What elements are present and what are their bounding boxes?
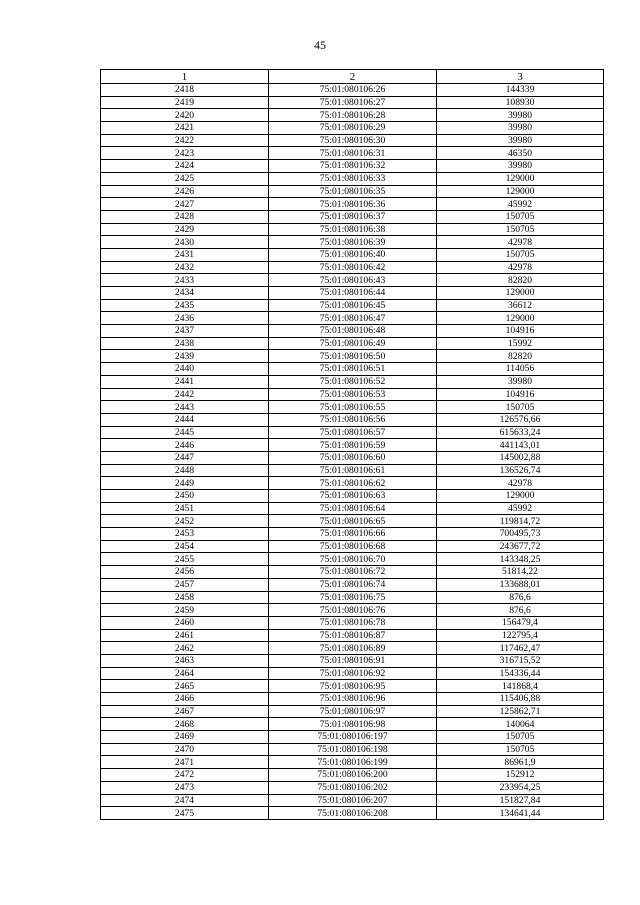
cadastral-number-cell: 75:01:080106:198 <box>269 743 437 756</box>
table-row <box>101 502 604 515</box>
cadastral-number-cell: 75:01:080106:64 <box>269 502 437 515</box>
table-row <box>101 96 604 109</box>
column-header-1: 1 <box>101 70 269 84</box>
value-cell: 82820 <box>437 274 604 287</box>
value-cell: 39980 <box>437 122 604 135</box>
value-cell: 876,6 <box>437 604 604 617</box>
row-number-cell: 2464 <box>101 667 269 680</box>
table-row <box>101 490 604 503</box>
table-row <box>101 807 604 820</box>
table-row <box>101 718 604 731</box>
value-cell: 104916 <box>437 388 604 401</box>
row-number-cell: 2453 <box>101 528 269 541</box>
cadastral-number-cell: 75:01:080106:98 <box>269 718 437 731</box>
value-cell: 145002,88 <box>437 451 604 464</box>
value-cell: 45992 <box>437 198 604 211</box>
table-row <box>101 705 604 718</box>
table-row <box>101 261 604 274</box>
table-row <box>101 553 604 566</box>
table-row <box>101 693 604 706</box>
value-cell: 129000 <box>437 287 604 300</box>
row-number-cell: 2442 <box>101 388 269 401</box>
value-cell: 117462,47 <box>437 642 604 655</box>
value-cell: 141868,4 <box>437 680 604 693</box>
row-number-cell: 2470 <box>101 743 269 756</box>
table-row <box>101 248 604 261</box>
value-cell: 441143,01 <box>437 439 604 452</box>
row-number-cell: 2460 <box>101 616 269 629</box>
row-number-cell: 2472 <box>101 769 269 782</box>
row-number-cell: 2427 <box>101 198 269 211</box>
value-cell: 615633,24 <box>437 426 604 439</box>
table-row <box>101 528 604 541</box>
row-number-cell: 2448 <box>101 464 269 477</box>
row-number-cell: 2432 <box>101 261 269 274</box>
row-number-cell: 2457 <box>101 578 269 591</box>
cadastral-number-cell: 75:01:080106:43 <box>269 274 437 287</box>
table-row <box>101 134 604 147</box>
row-number-cell: 2475 <box>101 807 269 820</box>
value-cell: 150705 <box>437 248 604 261</box>
row-number-cell: 2471 <box>101 756 269 769</box>
value-cell: 108930 <box>437 96 604 109</box>
cadastral-number-cell: 75:01:080106:30 <box>269 134 437 147</box>
table-row <box>101 401 604 414</box>
table-row <box>101 604 604 617</box>
value-cell: 129000 <box>437 172 604 185</box>
cadastral-number-cell: 75:01:080106:37 <box>269 210 437 223</box>
value-cell: 86961,9 <box>437 756 604 769</box>
cadastral-number-cell: 75:01:080106:70 <box>269 553 437 566</box>
data-table <box>100 69 604 820</box>
row-number-cell: 2454 <box>101 540 269 553</box>
table-row <box>101 756 604 769</box>
cadastral-number-cell: 75:01:080106:78 <box>269 616 437 629</box>
row-number-cell: 2446 <box>101 439 269 452</box>
row-number-cell: 2430 <box>101 236 269 249</box>
table-row <box>101 185 604 198</box>
value-cell: 46350 <box>437 147 604 160</box>
row-number-cell: 2447 <box>101 451 269 464</box>
value-cell: 125862,71 <box>437 705 604 718</box>
table-row <box>101 160 604 173</box>
value-cell: 39980 <box>437 109 604 122</box>
table-row <box>101 667 604 680</box>
cadastral-number-cell: 75:01:080106:72 <box>269 566 437 579</box>
cadastral-number-cell: 75:01:080106:52 <box>269 375 437 388</box>
value-cell: 126576,66 <box>437 413 604 426</box>
cadastral-number-cell: 75:01:080106:202 <box>269 781 437 794</box>
value-cell: 122795,4 <box>437 629 604 642</box>
table-row <box>101 439 604 452</box>
cadastral-number-cell: 75:01:080106:38 <box>269 223 437 236</box>
cadastral-number-cell: 75:01:080106:50 <box>269 350 437 363</box>
cadastral-number-cell: 75:01:080106:33 <box>269 172 437 185</box>
value-cell: 129000 <box>437 312 604 325</box>
value-cell: 104916 <box>437 325 604 338</box>
row-number-cell: 2428 <box>101 210 269 223</box>
cadastral-number-cell: 75:01:080106:199 <box>269 756 437 769</box>
value-cell: 82820 <box>437 350 604 363</box>
cadastral-number-cell: 75:01:080106:68 <box>269 540 437 553</box>
cadastral-number-cell: 75:01:080106:28 <box>269 109 437 122</box>
row-number-cell: 2467 <box>101 705 269 718</box>
cadastral-number-cell: 75:01:080106:56 <box>269 413 437 426</box>
row-number-cell: 2431 <box>101 248 269 261</box>
cadastral-number-cell: 75:01:080106:47 <box>269 312 437 325</box>
row-number-cell: 2474 <box>101 794 269 807</box>
row-number-cell: 2449 <box>101 477 269 490</box>
cadastral-number-cell: 75:01:080106:95 <box>269 680 437 693</box>
value-cell: 39980 <box>437 134 604 147</box>
row-number-cell: 2461 <box>101 629 269 642</box>
table-row <box>101 578 604 591</box>
table-row <box>101 769 604 782</box>
cadastral-number-cell: 75:01:080106:31 <box>269 147 437 160</box>
row-number-cell: 2462 <box>101 642 269 655</box>
cadastral-number-cell: 75:01:080106:51 <box>269 363 437 376</box>
table-row <box>101 451 604 464</box>
row-number-cell: 2421 <box>101 122 269 135</box>
table-row <box>101 325 604 338</box>
cadastral-number-cell: 75:01:080106:65 <box>269 515 437 528</box>
table-row <box>101 642 604 655</box>
cadastral-number-cell: 75:01:080106:89 <box>269 642 437 655</box>
value-cell: 136526,74 <box>437 464 604 477</box>
cadastral-number-cell: 75:01:080106:74 <box>269 578 437 591</box>
table-row <box>101 540 604 553</box>
cadastral-number-cell: 75:01:080106:200 <box>269 769 437 782</box>
value-cell: 150705 <box>437 210 604 223</box>
row-number-cell: 2458 <box>101 591 269 604</box>
row-number-cell: 2445 <box>101 426 269 439</box>
row-number-cell: 2437 <box>101 325 269 338</box>
table-row <box>101 388 604 401</box>
cadastral-number-cell: 75:01:080106:208 <box>269 807 437 820</box>
row-number-cell: 2436 <box>101 312 269 325</box>
row-number-cell: 2463 <box>101 654 269 667</box>
row-number-cell: 2429 <box>101 223 269 236</box>
cadastral-number-cell: 75:01:080106:75 <box>269 591 437 604</box>
value-cell: 154336,44 <box>437 667 604 680</box>
value-cell: 115406,88 <box>437 693 604 706</box>
table-row <box>101 299 604 312</box>
table-row <box>101 413 604 426</box>
value-cell: 129000 <box>437 185 604 198</box>
table-row <box>101 172 604 185</box>
table-row <box>101 794 604 807</box>
column-header-2: 2 <box>269 70 437 84</box>
cadastral-number-cell: 75:01:080106:92 <box>269 667 437 680</box>
value-cell: 42978 <box>437 236 604 249</box>
cadastral-number-cell: 75:01:080106:45 <box>269 299 437 312</box>
row-number-cell: 2434 <box>101 287 269 300</box>
row-number-cell: 2468 <box>101 718 269 731</box>
value-cell: 700495,73 <box>437 528 604 541</box>
table-row <box>101 629 604 642</box>
value-cell: 51814,22 <box>437 566 604 579</box>
row-number-cell: 2452 <box>101 515 269 528</box>
cadastral-number-cell: 75:01:080106:49 <box>269 337 437 350</box>
value-cell: 39980 <box>437 375 604 388</box>
table-row <box>101 274 604 287</box>
cadastral-number-cell: 75:01:080106:26 <box>269 84 437 97</box>
cadastral-number-cell: 75:01:080106:97 <box>269 705 437 718</box>
value-cell: 151827,84 <box>437 794 604 807</box>
value-cell: 42978 <box>437 477 604 490</box>
cadastral-number-cell: 75:01:080106:63 <box>269 490 437 503</box>
table-row <box>101 122 604 135</box>
cadastral-number-cell: 75:01:080106:44 <box>269 287 437 300</box>
row-number-cell: 2423 <box>101 147 269 160</box>
value-cell: 134641,44 <box>437 807 604 820</box>
row-number-cell: 2459 <box>101 604 269 617</box>
value-cell: 150705 <box>437 743 604 756</box>
table-row <box>101 426 604 439</box>
value-cell: 140064 <box>437 718 604 731</box>
row-number-cell: 2473 <box>101 781 269 794</box>
table-row <box>101 287 604 300</box>
value-cell: 150705 <box>437 223 604 236</box>
cadastral-number-cell: 75:01:080106:32 <box>269 160 437 173</box>
value-cell: 876,6 <box>437 591 604 604</box>
table-row <box>101 210 604 223</box>
row-number-cell: 2433 <box>101 274 269 287</box>
table-row <box>101 198 604 211</box>
value-cell: 152912 <box>437 769 604 782</box>
column-header-3: 3 <box>437 70 604 84</box>
row-number-cell: 2444 <box>101 413 269 426</box>
row-number-cell: 2439 <box>101 350 269 363</box>
table-row <box>101 680 604 693</box>
value-cell: 45992 <box>437 502 604 515</box>
value-cell: 150705 <box>437 401 604 414</box>
cadastral-number-cell: 75:01:080106:61 <box>269 464 437 477</box>
table-row <box>101 236 604 249</box>
row-number-cell: 2422 <box>101 134 269 147</box>
value-cell: 129000 <box>437 490 604 503</box>
value-cell: 114056 <box>437 363 604 376</box>
cadastral-number-cell: 75:01:080106:66 <box>269 528 437 541</box>
cadastral-number-cell: 75:01:080106:60 <box>269 451 437 464</box>
row-number-cell: 2435 <box>101 299 269 312</box>
table-row <box>101 312 604 325</box>
cadastral-number-cell: 75:01:080106:53 <box>269 388 437 401</box>
value-cell: 243677,72 <box>437 540 604 553</box>
table-row <box>101 363 604 376</box>
table-row <box>101 566 604 579</box>
row-number-cell: 2424 <box>101 160 269 173</box>
page-number: 45 <box>314 38 326 52</box>
row-number-cell: 2455 <box>101 553 269 566</box>
table-row <box>101 109 604 122</box>
value-cell: 133688,01 <box>437 578 604 591</box>
table-row <box>101 731 604 744</box>
row-number-cell: 2443 <box>101 401 269 414</box>
value-cell: 15992 <box>437 337 604 350</box>
table-row <box>101 464 604 477</box>
table-row <box>101 743 604 756</box>
row-number-cell: 2438 <box>101 337 269 350</box>
row-number-cell: 2451 <box>101 502 269 515</box>
cadastral-number-cell: 75:01:080106:29 <box>269 122 437 135</box>
row-number-cell: 2425 <box>101 172 269 185</box>
value-cell: 119814,72 <box>437 515 604 528</box>
table-row <box>101 84 604 97</box>
table-row <box>101 515 604 528</box>
cadastral-number-cell: 75:01:080106:91 <box>269 654 437 667</box>
row-number-cell: 2440 <box>101 363 269 376</box>
table-header-row <box>101 70 604 84</box>
cadastral-number-cell: 75:01:080106:59 <box>269 439 437 452</box>
cadastral-number-cell: 75:01:080106:39 <box>269 236 437 249</box>
row-number-cell: 2450 <box>101 490 269 503</box>
cadastral-number-cell: 75:01:080106:55 <box>269 401 437 414</box>
value-cell: 156479,4 <box>437 616 604 629</box>
value-cell: 144339 <box>437 84 604 97</box>
value-cell: 39980 <box>437 160 604 173</box>
cadastral-number-cell: 75:01:080106:207 <box>269 794 437 807</box>
table-row <box>101 591 604 604</box>
table-row <box>101 477 604 490</box>
table-row <box>101 223 604 236</box>
cadastral-number-cell: 75:01:080106:42 <box>269 261 437 274</box>
cadastral-number-cell: 75:01:080106:87 <box>269 629 437 642</box>
cadastral-number-cell: 75:01:080106:62 <box>269 477 437 490</box>
table-row <box>101 147 604 160</box>
value-cell: 143348,25 <box>437 553 604 566</box>
cadastral-number-cell: 75:01:080106:76 <box>269 604 437 617</box>
table-row <box>101 616 604 629</box>
table-row <box>101 350 604 363</box>
table-row <box>101 375 604 388</box>
cadastral-number-cell: 75:01:080106:57 <box>269 426 437 439</box>
table-body <box>101 84 604 820</box>
cadastral-number-cell: 75:01:080106:96 <box>269 693 437 706</box>
cadastral-number-cell: 75:01:080106:40 <box>269 248 437 261</box>
row-number-cell: 2419 <box>101 96 269 109</box>
table-row <box>101 337 604 350</box>
row-number-cell: 2456 <box>101 566 269 579</box>
row-number-cell: 2420 <box>101 109 269 122</box>
table-row <box>101 781 604 794</box>
cadastral-number-cell: 75:01:080106:27 <box>269 96 437 109</box>
value-cell: 233954,25 <box>437 781 604 794</box>
row-number-cell: 2418 <box>101 84 269 97</box>
cadastral-number-cell: 75:01:080106:48 <box>269 325 437 338</box>
row-number-cell: 2466 <box>101 693 269 706</box>
row-number-cell: 2441 <box>101 375 269 388</box>
value-cell: 36612 <box>437 299 604 312</box>
row-number-cell: 2465 <box>101 680 269 693</box>
cadastral-number-cell: 75:01:080106:35 <box>269 185 437 198</box>
cadastral-number-cell: 75:01:080106:36 <box>269 198 437 211</box>
value-cell: 316715,52 <box>437 654 604 667</box>
row-number-cell: 2426 <box>101 185 269 198</box>
cadastral-number-cell: 75:01:080106:197 <box>269 731 437 744</box>
table-row <box>101 654 604 667</box>
value-cell: 150705 <box>437 731 604 744</box>
row-number-cell: 2469 <box>101 731 269 744</box>
value-cell: 42978 <box>437 261 604 274</box>
